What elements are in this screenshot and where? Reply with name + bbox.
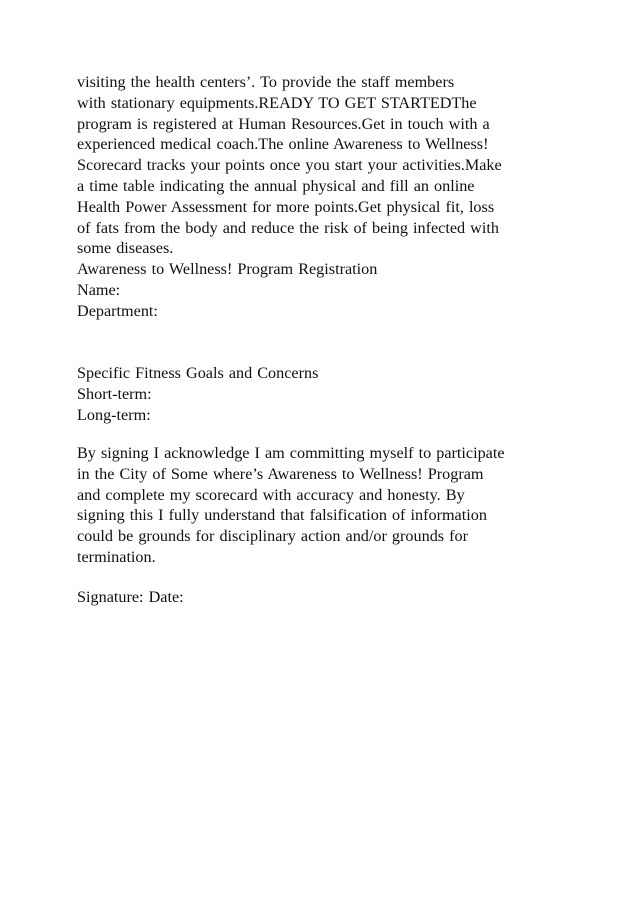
intro-line: some diseases.	[77, 239, 174, 258]
name-label: Name:	[77, 280, 121, 299]
goals-heading: Specific Fitness Goals and Concerns	[77, 364, 319, 382]
intro-line: of fats from the body and reduce the risk of being infected with	[77, 218, 499, 237]
intro-paragraph	[77, 72, 597, 322]
intro-line: a time table indicating the annual physical and fill an online	[77, 176, 475, 195]
department-label: Department:	[77, 301, 158, 320]
intro-line: experienced medical coach.The online Awareness to Wellness!	[77, 135, 489, 154]
acknowledgement-paragraph	[77, 443, 597, 568]
short-term-label: Short-term:	[77, 384, 152, 403]
signature-section	[77, 587, 597, 608]
acknowledgement-line: in the City of Some where’s Awareness to Wellness! Program	[77, 464, 484, 483]
acknowledgement-line: signing this I fully understand that falsification of information	[77, 506, 487, 525]
long-term-label: Long-term:	[77, 405, 151, 424]
intro-line: Health Power Assessment for more points.Get physical fit, loss	[77, 197, 495, 216]
form-title: Awareness to Wellness! Program Registration	[77, 260, 378, 279]
intro-line: visiting the health centers’. To provide the staff members	[77, 73, 455, 91]
acknowledgement-line: could be grounds for disciplinary action and/or grounds for	[77, 527, 469, 546]
signature-date-label: Signature: Date:	[77, 588, 184, 606]
acknowledgement-line: termination.	[77, 547, 156, 566]
goals-section	[77, 363, 597, 425]
intro-line: with stationary equipments.READY TO GET STARTEDThe	[77, 93, 477, 112]
acknowledgement-line: and complete my scorecard with accuracy and honesty. By	[77, 485, 465, 504]
intro-line: program is registered at Human Resources.Get in touch with a	[77, 114, 490, 133]
acknowledgement-line: By signing I acknowledge I am committing myself to participate	[77, 444, 505, 462]
intro-line: Scorecard tracks your points once you start your activities.Make	[77, 156, 502, 175]
